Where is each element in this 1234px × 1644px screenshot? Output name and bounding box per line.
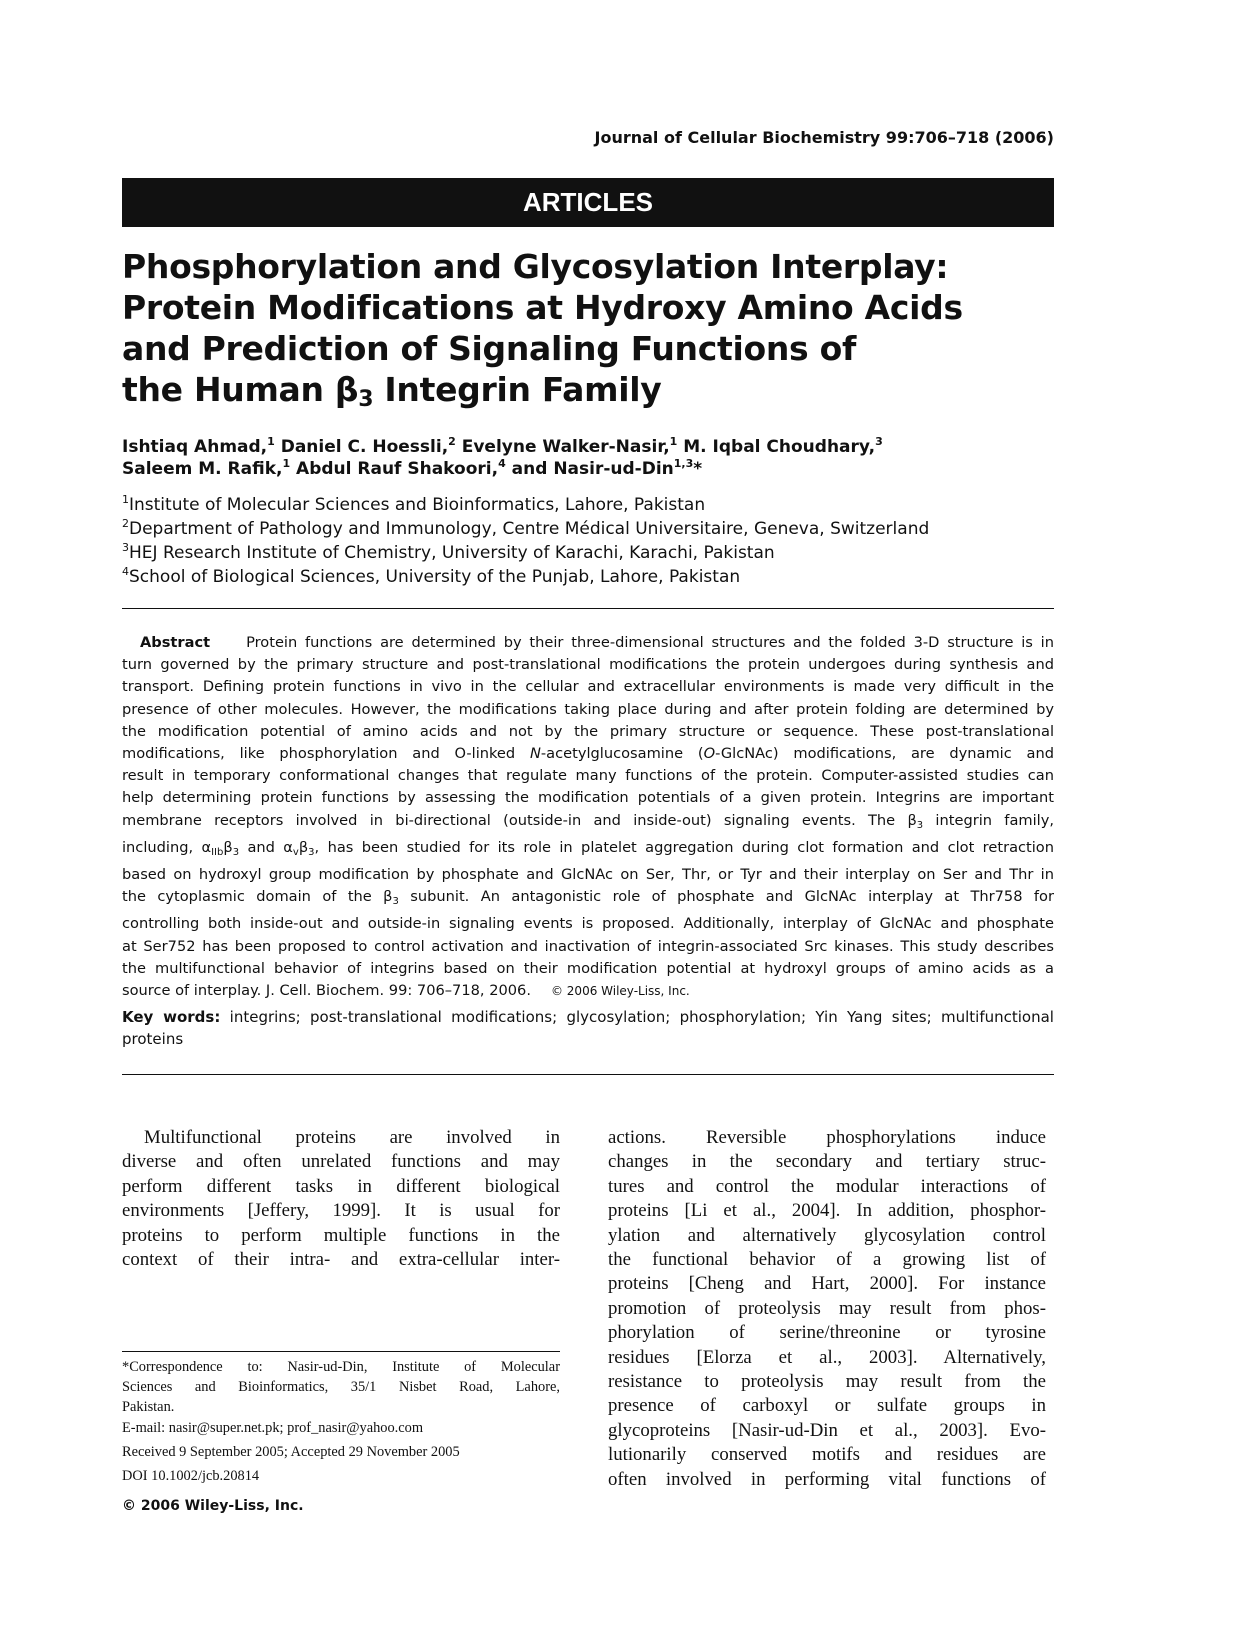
body-line: resistance to proteolysis may result from the (608, 1371, 1046, 1393)
author-name: Daniel C. Hoessli, (280, 437, 449, 457)
article-title (122, 246, 1022, 420)
body-line: lutionarily conserved motifs and residues are (608, 1444, 1046, 1466)
body-line: changes in the secondary and tertiary struc- (608, 1151, 1046, 1173)
affiliation-item: $^3$HEJ Research Institute of Chemistry, University of Karachi, Karachi, Pakistan (122, 541, 775, 563)
body-line: promotion of proteolysis may result from phos- (608, 1297, 1046, 1319)
keywords-label: Key words: (122, 1008, 221, 1026)
body-line: proteins [Li et al., 2004]. In addition, phosphor- (608, 1200, 1046, 1222)
body-line: diverse and often unrelated functions and may (122, 1151, 560, 1173)
footnote-copyright: © 2006 Wiley-Liss, Inc. (122, 1498, 304, 1514)
abstract-copyright: © 2006 Wiley-Liss, Inc. (550, 984, 690, 999)
abstract-label: Abstract (140, 634, 211, 651)
affiliation-item: $^4$School of Biological Sciences, University of the Punjab, Lahore, Pakistan (122, 565, 741, 587)
author-name: Evelyne Walker-Nasir, (461, 437, 670, 457)
author-line-1: Ishtiaq Ahmad,$^1$ Daniel C. Hoessli,$^2$ Evelyne Walker-Nasir,$^1$ M. Iqbal Choudhary,$^3$ (122, 435, 883, 457)
body-line: context of their intra- and extra-cellular inter- (122, 1249, 560, 1271)
title-line-2: Protein Modifications at Hydroxy Amino Acids (122, 288, 963, 327)
journal-citation: Journal of Cellular Biochemistry 99:706–718 (2006) (594, 128, 1054, 147)
affiliation-list (122, 493, 1054, 589)
body-line: glycoproteins [Nasir-ud-Din et al., 2003]. Evo- (608, 1419, 1046, 1441)
abstract: Abstract Protein functions are determined by their three-dimensional structures and the folded 3-D structure is in turn governed by the primary structure and post-translational modifications the protein undergoes during synthesis and transport. Defining protein functions in vivo in the cellular and extracellular environments is made very difficult in the presence of other molecules. However, the modifications taking place during and after protein folding are determined by the modification potential of amino acids and not by the primary structure or sequence. These post-translational modifications, like phosphorylation and O-linked N-acetylglucosamine (O-GlcNAc) modifications, are dynamic and result in temporary conformational changes that regulate many functions of the protein. Computer-assisted studies can help determining protein functions by assessing the modification potentials of a given protein. Integrins are important membrane receptors involved in bi-directional (outside-in and inside-out) signaling events. The $\beta_3$ integrin family, including, $\alpha_{IIb}\beta_3$ and $\alpha_v\beta_3$, has been studied for its role in platelet aggregation during clot formation and clot retraction based on hydroxyl group modification by phosphate and GlcNAc on Ser, Thr, or Tyr and their interplay on Ser and Thr in the cytoplasmic domain of the $\beta_3$ subunit. An antagonistic role of phosphate and GlcNAc interplay at Thr758 for controlling both inside-out and outside-in signaling events is proposed. Additionally, interplay of GlcNAc and phosphate at Ser752 has been proposed to control activation and inactivation of integrin-associated Src kinases. This study describes the multifunctional behavior of integrins based on their modification potential at hydroxyl groups of amino acids as a source of interplay. J. Cell. Biochem. 99: 706–718, 2006. © 2006 Wiley-Liss, Inc. (122, 634, 1054, 1000)
footnote-doi: DOI 10.1002/jcb.20814 (122, 1468, 260, 1485)
author-name: Abdul Rauf Shakoori, (296, 459, 499, 479)
author-name: M. Iqbal Choudhary, (683, 437, 876, 457)
affiliation-item: $^1$Institute of Molecular Sciences and Bioinformatics, Lahore, Pakistan (122, 493, 706, 515)
title-line-1: Phosphorylation and Glycosylation Interplay: (122, 247, 949, 286)
body-line: phorylation of serine/threonine or tyrosine (608, 1322, 1046, 1344)
body-line: proteins [Cheng and Hart, 2000]. For instance (608, 1273, 1046, 1295)
body-line: perform different tasks in different biological (122, 1175, 560, 1197)
body-column-left (122, 1126, 560, 1272)
footnote-received: Received 9 September 2005; Accepted 29 November 2005 (122, 1443, 460, 1460)
divider-bottom (122, 1074, 1054, 1075)
body-line: ylation and alternatively glycosylation control (608, 1224, 1046, 1246)
footnote-email: E-mail: nasir@super.net.pk; prof_nasir@yahoo.com (122, 1419, 424, 1436)
author-list (122, 436, 1054, 480)
correspondence-footnote: *Correspondence to: Nasir-ud-Din, Institute of Molecular Sciences and Bioinformatics, 35/1 Nisbet Road, Lahore, Pakistan. E-mail: nasir@super.net.pk; prof_nasir@yahoo.com Received 9 September 2005; Accepted 29 November 2005 DOI 10.1002/jcb.20814 (122, 1357, 560, 1486)
title-line-3: and Prediction of Signaling Functions of (122, 329, 857, 368)
body-line: Multifunctional proteins are involved in (144, 1127, 560, 1148)
author-name: Ishtiaq Ahmad, (122, 437, 268, 457)
author-line-2: Saleem M. Rafik,$^1$ Abdul Rauf Shakoori,$^4$ and Nasir-ud-Din$^{1,3}$* (122, 457, 703, 479)
affiliation-item: $^2$Department of Pathology and Immunology, Centre Médical Universitaire, Geneva, Switzerland (122, 517, 930, 539)
body-line: environments [Jeffery, 1999]. It is usual for (122, 1200, 560, 1222)
body-line: tures and control the modular interactions of (608, 1175, 1046, 1197)
body-line: actions. Reversible phosphorylations induce (608, 1127, 1046, 1148)
body-line: often involved in performing vital functions of (608, 1468, 1046, 1490)
body-line: presence of carboxyl or sulfate groups in (608, 1395, 1046, 1417)
footnote-divider (122, 1351, 560, 1352)
keywords: Key words: integrins; post-translational modifications; glycosylation; phosphorylation; Yin Yang sites; multifunctional proteins (122, 1008, 1054, 1048)
section-banner: ARTICLES (122, 178, 1054, 227)
body-line: residues [Elorza et al., 2003]. Alternatively, (608, 1346, 1046, 1368)
title-line-4: the Human β3 Integrin Family (122, 370, 662, 412)
author-name: Saleem M. Rafik, (122, 459, 283, 479)
divider-top (122, 608, 1054, 609)
author-name: and Nasir-ud-Din (511, 459, 674, 479)
body-column-right (608, 1126, 1046, 1492)
body-line: the functional behavior of a growing list of (608, 1249, 1046, 1271)
body-line: proteins to perform multiple functions in the (122, 1224, 560, 1246)
